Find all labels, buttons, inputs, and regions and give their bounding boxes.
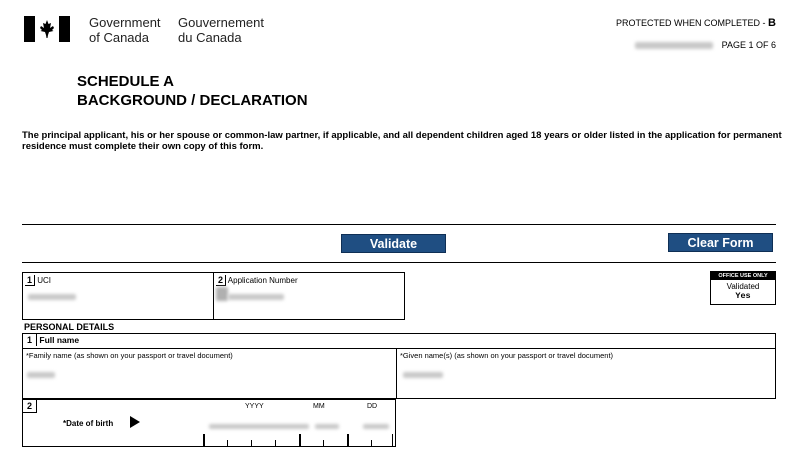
dob-dd-label: DD — [367, 403, 378, 410]
page-indicator — [635, 40, 776, 50]
family-name-hint: (as shown on your passport or travel document) — [73, 351, 233, 360]
validated-label: Validated — [726, 282, 760, 291]
gov-fr-line2: du Canada — [178, 30, 242, 45]
gov-fr-line1: Gouvernement — [178, 15, 264, 30]
application-number-field[interactable] — [213, 272, 405, 320]
protected-text: PROTECTED WHEN COMPLETED - — [616, 18, 766, 28]
uci-field[interactable] — [22, 272, 214, 320]
dob-redacted-day — [363, 424, 389, 429]
dob-section — [22, 399, 396, 447]
app-number-num: 2 — [216, 275, 226, 286]
clear-form-button[interactable]: Clear Form — [668, 233, 773, 252]
top-divider — [22, 224, 776, 225]
government-fr-wordmark — [178, 15, 264, 45]
bottom-divider — [22, 262, 776, 263]
office-use-header: OFFICE USE ONLY — [711, 272, 775, 280]
app-number-label: Application Number — [227, 276, 298, 285]
given-name-label: *Given name(s) — [400, 351, 453, 360]
family-name-redacted-value — [27, 372, 55, 378]
full-name-num: 1 — [23, 334, 37, 346]
intro-text: The principal applicant, his or her spouse or common-law partner, if applicable, and all dependent children aged 18 years or older listed in the application for permanent residence must complete their own copy of this form. — [22, 130, 782, 152]
form-title — [77, 72, 308, 110]
redacted-form-code — [635, 42, 713, 49]
gov-en-line2: of Canada — [89, 30, 149, 45]
given-name-hint: (as shown on your passport or travel document) — [454, 351, 614, 360]
dob-mm-label: MM — [313, 403, 325, 410]
protected-notice — [616, 17, 776, 29]
arrow-right-icon — [130, 416, 140, 428]
uci-label: UCI — [37, 276, 52, 285]
government-en-wordmark — [89, 15, 161, 45]
family-name-label: *Family name — [26, 351, 72, 360]
validated-value: Yes — [735, 291, 751, 301]
protected-level: B — [768, 17, 776, 29]
uci-redacted-value — [28, 294, 76, 300]
canada-flag-icon — [24, 16, 70, 42]
dob-yyyy-label: YYYY — [245, 403, 264, 410]
given-name-redacted-value — [403, 372, 443, 378]
dob-redacted-year — [209, 424, 309, 429]
app-number-redacted-mark — [216, 287, 228, 301]
personal-details-heading: PERSONAL DETAILS — [24, 322, 115, 332]
gov-en-line1: Government — [89, 15, 161, 30]
dob-input[interactable] — [203, 422, 393, 446]
uci-number: 1 — [25, 275, 35, 286]
validate-button[interactable]: Validate — [341, 234, 446, 253]
dob-redacted-month — [315, 424, 339, 429]
office-use-box — [710, 271, 776, 305]
form-title-line1: SCHEDULE A — [77, 73, 174, 90]
full-name-label: Full name — [39, 335, 80, 345]
full-name-section — [22, 333, 776, 399]
dob-num: 2 — [23, 400, 37, 413]
dob-label: *Date of birth — [63, 419, 114, 428]
app-number-redacted-value — [228, 294, 284, 300]
family-name-field[interactable] — [23, 348, 397, 398]
given-name-field[interactable] — [397, 348, 775, 398]
form-title-line2: BACKGROUND / DECLARATION — [77, 92, 308, 109]
page-count: PAGE 1 OF 6 — [721, 40, 776, 50]
